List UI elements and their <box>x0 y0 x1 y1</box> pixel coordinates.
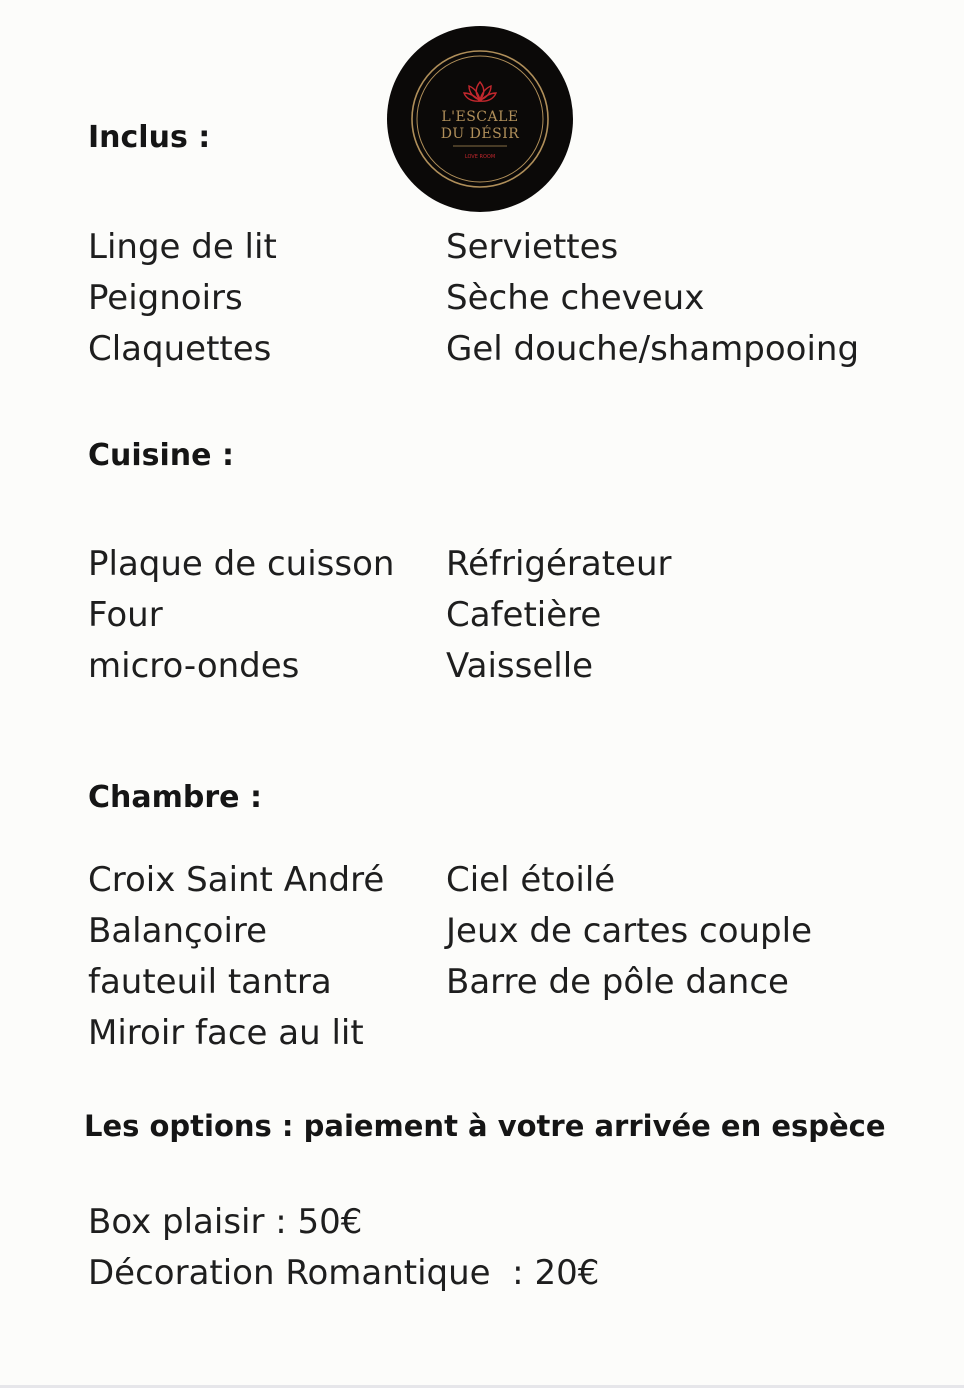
list-item: Ciel étoilé <box>446 860 616 900</box>
list-item: fauteuil tantra <box>88 962 332 1002</box>
list-item: Miroir face au lit <box>88 1013 364 1053</box>
list-item: Sèche cheveux <box>446 278 705 318</box>
list-item: Linge de lit <box>88 227 277 267</box>
list-item: Barre de pôle dance <box>446 962 789 1002</box>
brand-logo <box>387 26 573 212</box>
section-heading-inclus: Inclus : <box>88 120 211 155</box>
logo-tagline: LOVE ROOM <box>464 154 496 160</box>
list-item: Peignoirs <box>88 278 243 318</box>
brand-logo-graphic <box>387 26 573 212</box>
lotus-icon <box>464 82 496 101</box>
section-heading-cuisine: Cuisine : <box>88 438 234 473</box>
list-item: Vaisselle <box>446 646 594 686</box>
logo-line2: DU DÉSIR <box>440 126 520 142</box>
list-item: Four <box>88 595 163 635</box>
list-item: Cafetière <box>446 595 602 635</box>
list-item: micro-ondes <box>88 646 300 686</box>
option-item: Box plaisir : 50€ <box>88 1202 363 1242</box>
list-item: Claquettes <box>88 329 272 369</box>
list-item: Serviettes <box>446 227 619 267</box>
logo-line1: L'ESCALE <box>441 109 519 125</box>
list-item: Réfrigérateur <box>446 544 672 584</box>
option-item: Décoration Romantique : 20€ <box>88 1253 600 1293</box>
list-item: Balançoire <box>88 911 268 951</box>
section-heading-chambre: Chambre : <box>88 780 262 815</box>
list-item: Plaque de cuisson <box>88 544 395 584</box>
section-heading-options: Les options : paiement à votre arrivée en espèce <box>84 1109 886 1143</box>
list-item: Croix Saint André <box>88 860 385 900</box>
list-item: Jeux de cartes couple <box>446 911 812 951</box>
list-item: Gel douche/shampooing <box>446 329 860 369</box>
